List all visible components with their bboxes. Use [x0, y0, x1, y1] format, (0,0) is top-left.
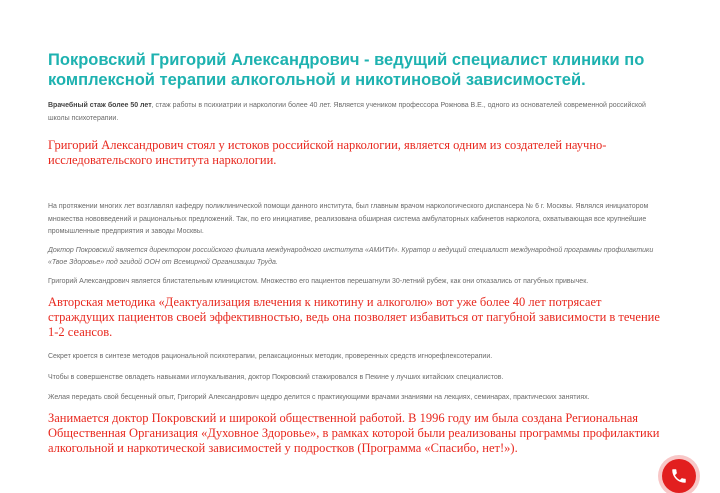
paragraph-secret: Секрет кроется в синтезе методов рациональной психотерапии, релаксационных методик, проверенных средств игнорефлексотерапии.	[48, 353, 493, 360]
paragraph-director: Доктор Покровский является директором российского филиала международного института «АМИТИ». Куратор и ведущий специалист международной программы профилактики «Твое Здоровье» под эгидой ООН от Всемирной Организации Труда.	[48, 246, 654, 266]
page-title: Покровский Григорий Александрович - ведущий специалист клиники по комплексной терапии алкогольной и никотиновой зависимостей.	[48, 51, 645, 89]
intro-text: , стаж работы в психиатрии и наркологии более 40 лет. Является учеником профессора Рожнова В.Е., одного из основателей современной российской школы психотерапии.	[48, 102, 646, 122]
paragraph-career: На протяжении многих лет возглавлял кафедру поликлинической помощи данного института, был главным врачом наркологического диспансера № 6 г. Москвы. Являлся инициатором множества нововведений и рациональных предложений. Так, по его инициативе, реализована обширная система амбулаторных кабинетов нарколога, охватывающая все крупнейшие промышленные предприятия и заводы Москвы.	[48, 203, 649, 235]
phone-icon	[670, 467, 688, 485]
article	[48, 50, 663, 456]
highlight-public-work: Занимается доктор Покровский и широкой общественной работой. В 1996 году им была создана Региональная Общественная Организация «Духовное Здоровье», в рамках которой были реализованы программы профилактики алкогольной и наркотической зависимостей у подростков (Программа «Спасибо, нет!»).	[48, 410, 660, 455]
intro-bold: Врачебный стаж более 50 лет	[48, 102, 152, 109]
paragraph-teaching: Желая передать свой бесценный опыт, Григорий Александрович щедро делится с практикующими врачами знаниями на лекциях, семинарах, практических занятиях.	[48, 394, 590, 401]
paragraph-clinician: Григорий Александрович является блистательным клиницистом. Множество его пациентов перешагнули 30-летний рубеж, как они отказались от пагубных привычек.	[48, 277, 589, 285]
call-button[interactable]	[662, 459, 696, 493]
highlight-history: Григорий Александрович стоял у истоков российской наркологии, является одним из создателей научно-исследовательского института наркологии.	[48, 138, 607, 167]
highlight-method: Авторская методика «Деактуализация влечения к никотину и алкоголю» вот уже более 40 лет потрясает страждущих пациентов своей эффективностью, ведь она позволяет избавиться от пагубной зависимости в течение 1-2 сеансов.	[48, 295, 660, 339]
paragraph-beijing: Чтобы в совершенстве овладеть навыками иглоукалывания, доктор Покровский стажировался в Пекине у лучших китайских специалистов.	[48, 373, 504, 381]
intro-paragraph	[48, 100, 663, 125]
